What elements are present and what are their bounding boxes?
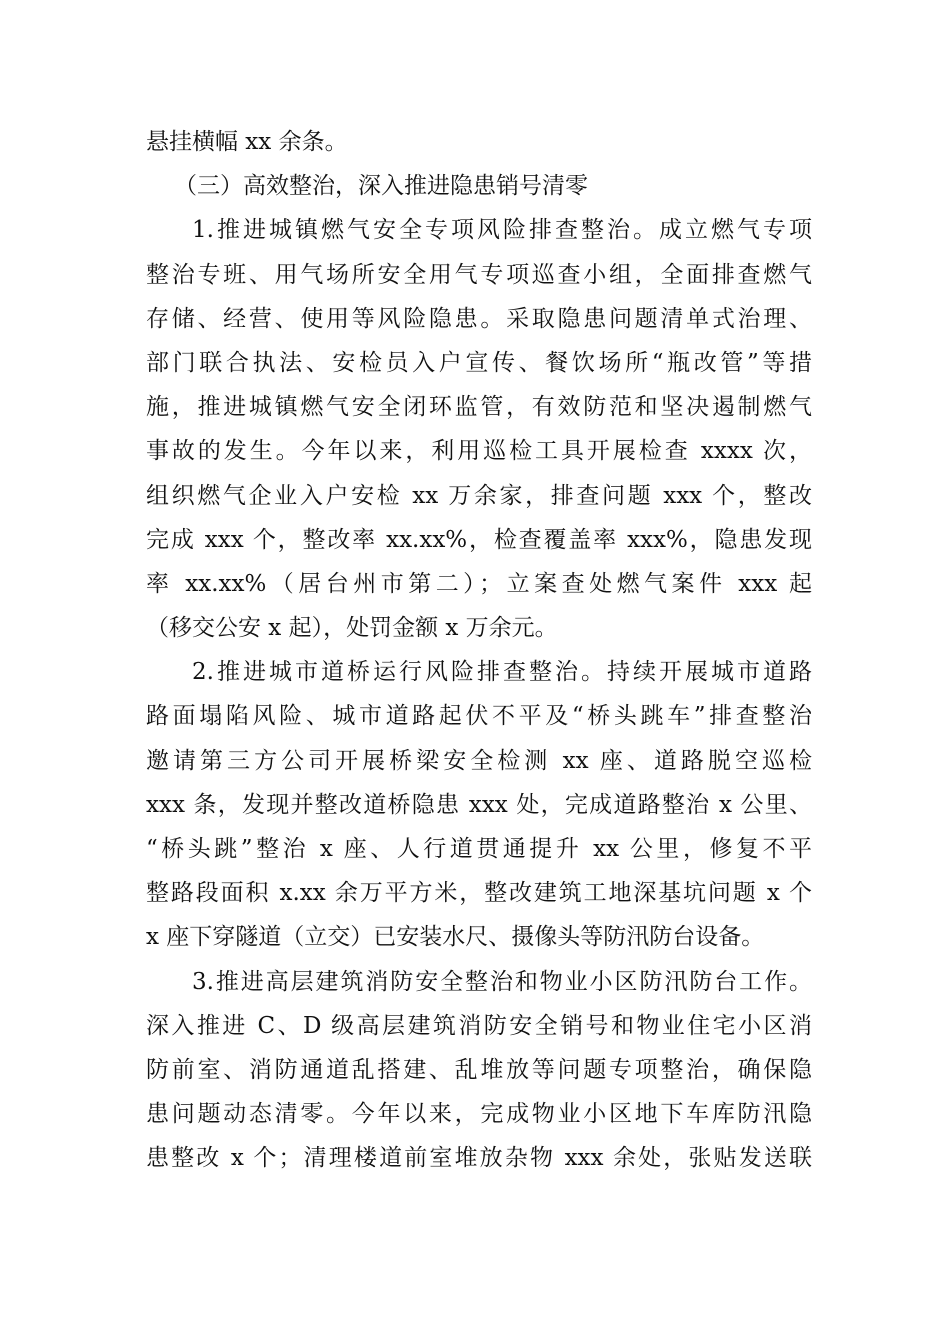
paragraph-line: 深入推进 C、D 级高层建筑消防安全销号和物业住宅小区消: [146, 1012, 812, 1039]
paragraph-first-line: 1.推进城镇燃气安全专项风险排查整治。成立燃气专项: [192, 217, 812, 244]
paragraph-first-line: 3.推进高层建筑消防安全整治和物业小区防汛防台工作。: [192, 968, 812, 995]
paragraph-line: 整治专班、用气场所安全用气专项巡查小组，全面排查燃气: [146, 261, 812, 288]
paragraph-line: 完成 xxx 个，整改率 xx.xx%，检查覆盖率 xxx%，隐患发现: [146, 526, 812, 553]
paragraph-line: 防前室、消防通道乱搭建、乱堆放等问题专项整治，确保隐: [146, 1056, 812, 1083]
paragraph-line: 组织燃气企业入户安检 xx 万余家，排查问题 xxx 个，整改: [146, 482, 812, 509]
paragraph-line: 施，推进城镇燃气安全闭环监管，有效防范和坚决遏制燃气: [146, 394, 812, 421]
paragraph-line: 部门联合执法、安检员入户宣传、餐饮场所“瓶改管”等措: [146, 349, 812, 376]
section-heading: （三）高效整治，深入推进隐患销号清零: [174, 173, 588, 200]
paragraph-line: 存储、经营、使用等风险隐患。采取隐患问题清单式治理、: [146, 305, 812, 332]
paragraph-line: 悬挂横幅 xx 余条。: [146, 129, 348, 155]
paragraph-line: 患问题动态清零。今年以来，完成物业小区地下车库防汛隐: [146, 1101, 812, 1128]
document-page: [146, 120, 812, 1181]
paragraph-line: 率 xx.xx%（居台州市第二）；立案查处燃气案件 xxx 起: [146, 570, 812, 597]
paragraph-line: 邀请第三方公司开展桥梁安全检测 xx 座、道路脱空巡检: [146, 747, 812, 774]
paragraph-line: x 座下穿隧道（立交）已安装水尺、摄像头等防汛防台设备。: [146, 924, 765, 951]
paragraph-line: xxx 条，发现并整改道桥隐患 xxx 处，完成道路整治 x 公里、: [146, 791, 812, 818]
paragraph-first-line: 2.推进城市道桥运行风险排查整治。持续开展城市道路: [192, 659, 812, 686]
paragraph-line: 整路段面积 x.xx 余万平方米，整改建筑工地深基坑问题 x 个: [146, 880, 812, 907]
paragraph-line: 路面塌陷风险、城市道路起伏不平及“桥头跳车”排查整治: [146, 703, 812, 730]
paragraph-line: 患整改 x 个；清理楼道前室堆放杂物 xxx 余处，张贴发送联: [146, 1145, 812, 1172]
paragraph-line: “桥头跳”整治 x 座、人行道贯通提升 xx 公里，修复不平: [146, 836, 812, 862]
paragraph-line: 事故的发生。今年以来，利用巡检工具开展检查 xxxx 次，: [146, 438, 812, 465]
paragraph-line: （移交公安 x 起），处罚金额 x 万余元。: [146, 615, 558, 642]
